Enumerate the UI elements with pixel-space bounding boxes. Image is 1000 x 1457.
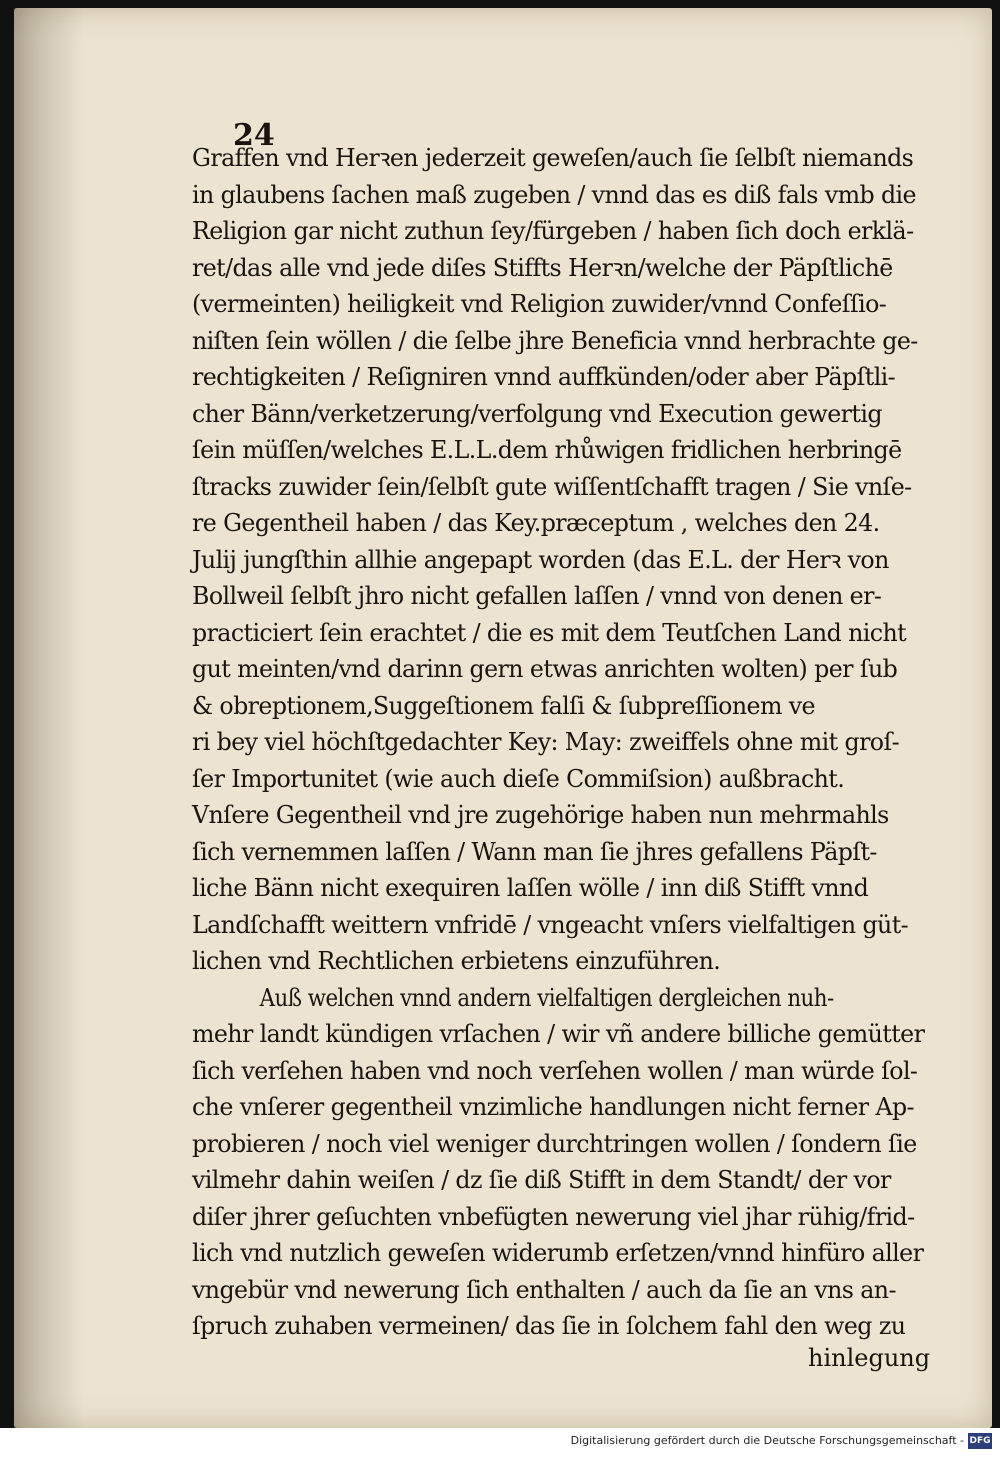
text-line: & obreptionem,Suggeſtionem falſi & ſubpreſſionem ve xyxy=(192,691,815,720)
text-line: Julij jungſthin allhie angepapt worden (das E.L. der Herꝛ von xyxy=(192,545,889,574)
text-line: niſten ſein wöllen / die ſelbe jhre Beneficia vnnd herbrachte ge- xyxy=(192,326,918,355)
text-line: Landſchafft weittern vnfridē / vngeacht vnſers vielfaltigen güt- xyxy=(192,910,909,939)
dfg-logo-icon: DFG xyxy=(968,1433,992,1449)
text-line: ſein müſſen/welches E.L.L.dem rhůwigen fridlichen herbringē xyxy=(192,436,902,464)
text-line: ri bey viel höchſtgedachter Key: May: zweiffels ohne mit groſ- xyxy=(192,728,900,756)
text-line: ſtracks zuwider ſein/ſelbſt gute wiſſentſchafft tragen / Sie vnſe- xyxy=(192,472,912,501)
text-line: vilmehr dahin weiſen / dz ſie diß Stifft in dem Standt/ der vor xyxy=(192,1166,891,1194)
text-line: Graffen vnd Herꝛen jederzeit geweſen/auch ſie ſelbſt niemands xyxy=(192,144,914,172)
text-line: lich vnd nutzlich geweſen widerumb erſetzen/vnnd hinfüro aller xyxy=(192,1239,924,1267)
page-gutter-shadow xyxy=(14,8,84,1428)
text-line: lichen vnd Rechtlichen erbietens einzuführen. xyxy=(192,947,721,975)
text-line: Bollweil ſelbſt jhro nicht gefallen laſſen / vnnd von denen er- xyxy=(192,582,882,610)
text-line: (vermeinten) heiligkeit vnd Religion zuwider/vnnd Confeſſio- xyxy=(192,290,887,318)
text-line: Vnſere Gegentheil vnd jre zugehörige haben nun mehrmahls xyxy=(192,801,889,829)
footer-bar xyxy=(0,1428,1000,1457)
text-line: ſich verſehen haben vnd noch verſehen wollen / man würde ſol- xyxy=(192,1056,918,1085)
page-number: 24 xyxy=(233,118,275,153)
text-line: Religion gar nicht zuthun ſey/fürgeben / haben ſich doch erklä- xyxy=(192,217,914,245)
text-line: diſer jhrer geſuchten vnbefügten newerung viel jhar rühig/frid- xyxy=(192,1202,915,1231)
text-line: ſpruch zuhaben vermeinen/ das ſie in ſolchem fahl den weg zu xyxy=(192,1312,906,1340)
text-line: probieren / noch viel weniger durchtringen wollen / ſondern ſie xyxy=(192,1129,917,1158)
text-line: ret/das alle vnd jede diſes Stiffts Herꝛn/welche der Päpſtlichē xyxy=(192,253,893,282)
text-line: ſer Importunitet (wie auch dieſe Commiſsion) außbracht. xyxy=(192,764,845,793)
text-line: mehr landt kündigen vrſachen / wir vñ andere billiche gemütter xyxy=(192,1020,925,1048)
text-line: re Gegentheil haben / das Key.præceptum , welches den 24. xyxy=(192,509,880,537)
text-line: ſich vernemmen laſſen / Wann man ſie jhres gefallens Päpſt- xyxy=(192,837,877,866)
catchword: hinlegung xyxy=(808,1344,931,1372)
body-text xyxy=(192,140,972,1345)
footer-credit: Digitalisierung gefördert durch die Deutsche Forschungsgemeinschaft - xyxy=(570,1434,964,1447)
text-line: gut meinten/vnd darinn gern etwas anrichten wolten) per ſub xyxy=(192,655,898,683)
text-line: in glaubens ſachen maß zugeben / vnnd das es diß fals vmb die xyxy=(192,180,916,209)
text-line: liche Bänn nicht exequiren laſſen wölle / inn diß Stifft vnnd xyxy=(192,874,869,902)
text-line: vngebür vnd newerung ſich enthalten / auch da ſie an vns an- xyxy=(192,1275,896,1304)
text-line: cher Bänn/verketzerung/verfolgung vnd Execution gewertig xyxy=(192,399,882,428)
text-line: Auß welchen vnnd andern vielfaltigen dergleichen nuh- xyxy=(259,983,834,1012)
text-line: rechtigkeiten / Reſigniren vnnd auffkünden/oder aber Päpſtli- xyxy=(192,363,896,391)
text-line: che vnſerer gegentheil vnzimliche handlungen nicht ferner Ap- xyxy=(192,1093,914,1121)
text-line: practiciert ſein erachtet / die es mit dem Teutſchen Land nicht xyxy=(192,618,907,647)
